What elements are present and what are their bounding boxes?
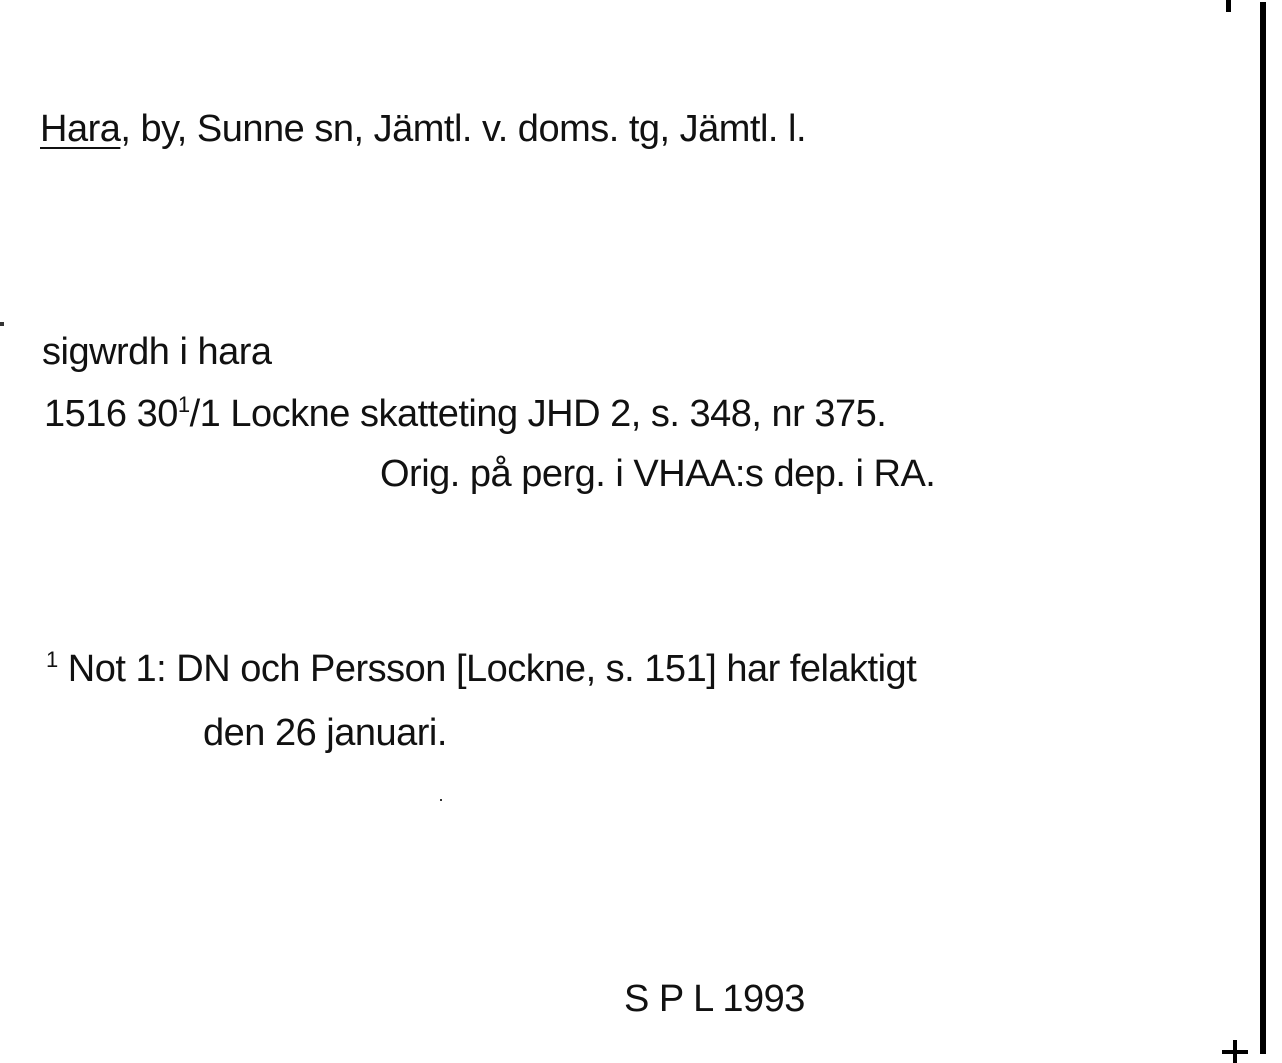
headword: Hara [40,108,121,150]
scan-speck [440,799,442,801]
citation [44,392,887,435]
name-form: sigwrdh i hara [42,331,272,373]
footnote-ref: 1 [177,392,190,417]
corner-mark-v [1233,1040,1237,1063]
original-source: Orig. på perg. i VHAA:s dep. i RA. [380,453,936,495]
citation-date: 1516 30 [44,393,178,435]
footnote-text: Not 1: DN och Persson [Lockne, s. 151] har felaktigt [57,648,917,690]
card-heading [40,110,806,148]
citation-source: /1 Lockne skatteting JHD 2, s. 348, nr 375. [189,393,887,435]
card-edge-tick [1226,0,1231,12]
signature: S P L 1993 [624,978,805,1020]
footnote-line-2: den 26 januari. [203,712,447,754]
card-edge-line [1260,2,1266,1054]
footnote-line-1 [46,647,917,690]
scan-speck [0,322,4,326]
heading-details: , by, Sunne sn, Jämtl. v. doms. tg, Jämtl. l. [120,108,807,150]
footnote-marker: 1 [46,647,58,672]
